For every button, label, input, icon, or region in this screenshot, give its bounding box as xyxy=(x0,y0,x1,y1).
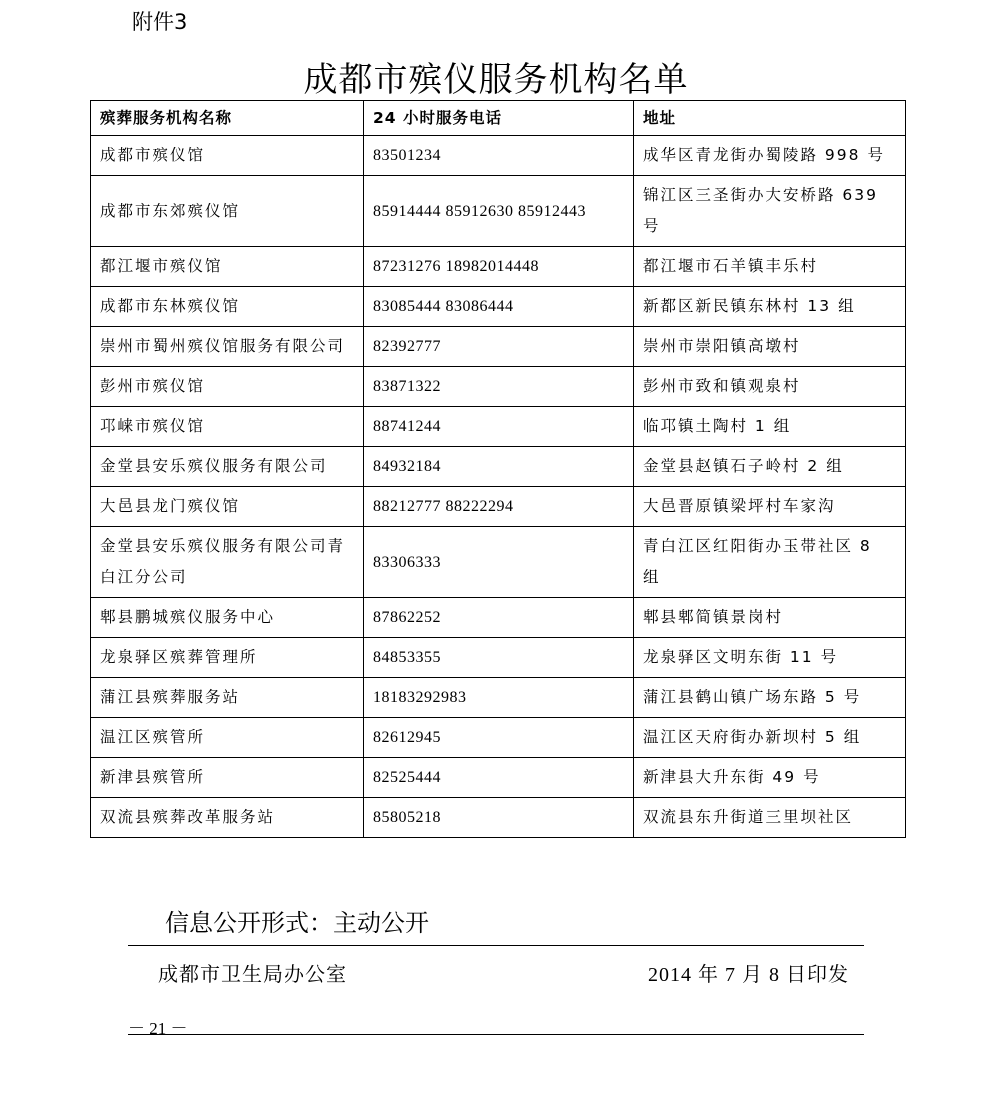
cell-phone: 85914444 85912630 85912443 xyxy=(364,176,634,247)
table-row xyxy=(91,798,906,838)
table-row xyxy=(91,527,906,598)
cell-address: 蒲江县鹤山镇广场东路 5 号 xyxy=(634,678,906,718)
cell-address: 临邛镇土陶村 1 组 xyxy=(634,407,906,447)
cell-org-name: 龙泉驿区殡葬管理所 xyxy=(91,638,364,678)
cell-phone: 82392777 xyxy=(364,327,634,367)
disclosure-form: 信息公开形式：主动公开 xyxy=(165,909,429,937)
cell-org-name: 成都市东郊殡仪馆 xyxy=(91,176,364,247)
cell-address: 新津县大升东街 49 号 xyxy=(634,758,906,798)
cell-phone: 84932184 xyxy=(364,447,634,487)
cell-org-name: 蒲江县殡葬服务站 xyxy=(91,678,364,718)
cell-org-name: 都江堰市殡仪馆 xyxy=(91,247,364,287)
cell-address: 彭州市致和镇观泉村 xyxy=(634,367,906,407)
cell-phone: 83085444 83086444 xyxy=(364,287,634,327)
issuer: 成都市卫生局办公室 xyxy=(158,962,347,986)
page-title: 成都市殡仪服务机构名单 xyxy=(303,60,689,100)
funeral-service-table xyxy=(90,100,906,838)
table-header-row xyxy=(91,101,906,136)
divider-bottom xyxy=(128,1034,864,1035)
cell-address: 青白江区红阳街办玉带社区 8 组 xyxy=(634,527,906,598)
cell-address: 崇州市崇阳镇高墩村 xyxy=(634,327,906,367)
table-body xyxy=(91,136,906,838)
table-row xyxy=(91,447,906,487)
cell-phone: 88212777 88222294 xyxy=(364,487,634,527)
issue-date: 2014 年 7 月 8 日印发 xyxy=(648,964,849,986)
divider-top xyxy=(128,945,864,946)
cell-phone: 18183292983 xyxy=(364,678,634,718)
cell-org-name: 彭州市殡仪馆 xyxy=(91,367,364,407)
cell-org-name: 双流县殡葬改革服务站 xyxy=(91,798,364,838)
cell-address: 大邑晋原镇梁坪村车家沟 xyxy=(634,487,906,527)
cell-phone: 83306333 xyxy=(364,527,634,598)
cell-address: 锦江区三圣街办大安桥路 639 号 xyxy=(634,176,906,247)
column-header-address: 地址 xyxy=(634,101,906,136)
table-row xyxy=(91,327,906,367)
cell-org-name: 郫县鹏城殡仪服务中心 xyxy=(91,598,364,638)
cell-address: 龙泉驿区文明东街 11 号 xyxy=(634,638,906,678)
table-row xyxy=(91,638,906,678)
cell-address: 双流县东升街道三里坝社区 xyxy=(634,798,906,838)
cell-org-name: 温江区殡管所 xyxy=(91,718,364,758)
page-number: － 21 － xyxy=(128,1019,188,1038)
table-row xyxy=(91,136,906,176)
cell-address: 温江区天府街办新坝村 5 组 xyxy=(634,718,906,758)
cell-org-name: 崇州市蜀州殡仪馆服务有限公司 xyxy=(91,327,364,367)
table-row xyxy=(91,758,906,798)
cell-org-name: 邛崃市殡仪馆 xyxy=(91,407,364,447)
table-row xyxy=(91,718,906,758)
cell-phone: 87862252 xyxy=(364,598,634,638)
cell-phone: 82612945 xyxy=(364,718,634,758)
cell-address: 金堂县赵镇石子岭村 2 组 xyxy=(634,447,906,487)
cell-phone: 88741244 xyxy=(364,407,634,447)
table-row xyxy=(91,407,906,447)
table-row xyxy=(91,176,906,247)
cell-address: 成华区青龙街办蜀陵路 998 号 xyxy=(634,136,906,176)
cell-org-name: 金堂县安乐殡仪服务有限公司青白江分公司 xyxy=(91,527,364,598)
cell-phone: 83871322 xyxy=(364,367,634,407)
cell-phone: 84853355 xyxy=(364,638,634,678)
cell-org-name: 新津县殡管所 xyxy=(91,758,364,798)
attachment-label: 附件3 xyxy=(132,10,188,34)
cell-org-name: 大邑县龙门殡仪馆 xyxy=(91,487,364,527)
column-header-phone: 24 小时服务电话 xyxy=(364,101,634,136)
column-header-name: 殡葬服务机构名称 xyxy=(91,101,364,136)
cell-address: 都江堰市石羊镇丰乐村 xyxy=(634,247,906,287)
table-row xyxy=(91,247,906,287)
table-row xyxy=(91,678,906,718)
cell-address: 新都区新民镇东林村 13 组 xyxy=(634,287,906,327)
cell-phone: 82525444 xyxy=(364,758,634,798)
cell-org-name: 金堂县安乐殡仪服务有限公司 xyxy=(91,447,364,487)
table-row xyxy=(91,287,906,327)
cell-phone: 83501234 xyxy=(364,136,634,176)
cell-address: 郫县郫简镇景岗村 xyxy=(634,598,906,638)
table-row xyxy=(91,487,906,527)
cell-org-name: 成都市东林殡仪馆 xyxy=(91,287,364,327)
cell-phone: 85805218 xyxy=(364,798,634,838)
cell-phone: 87231276 18982014448 xyxy=(364,247,634,287)
table-row xyxy=(91,367,906,407)
table-row xyxy=(91,598,906,638)
cell-org-name: 成都市殡仪馆 xyxy=(91,136,364,176)
